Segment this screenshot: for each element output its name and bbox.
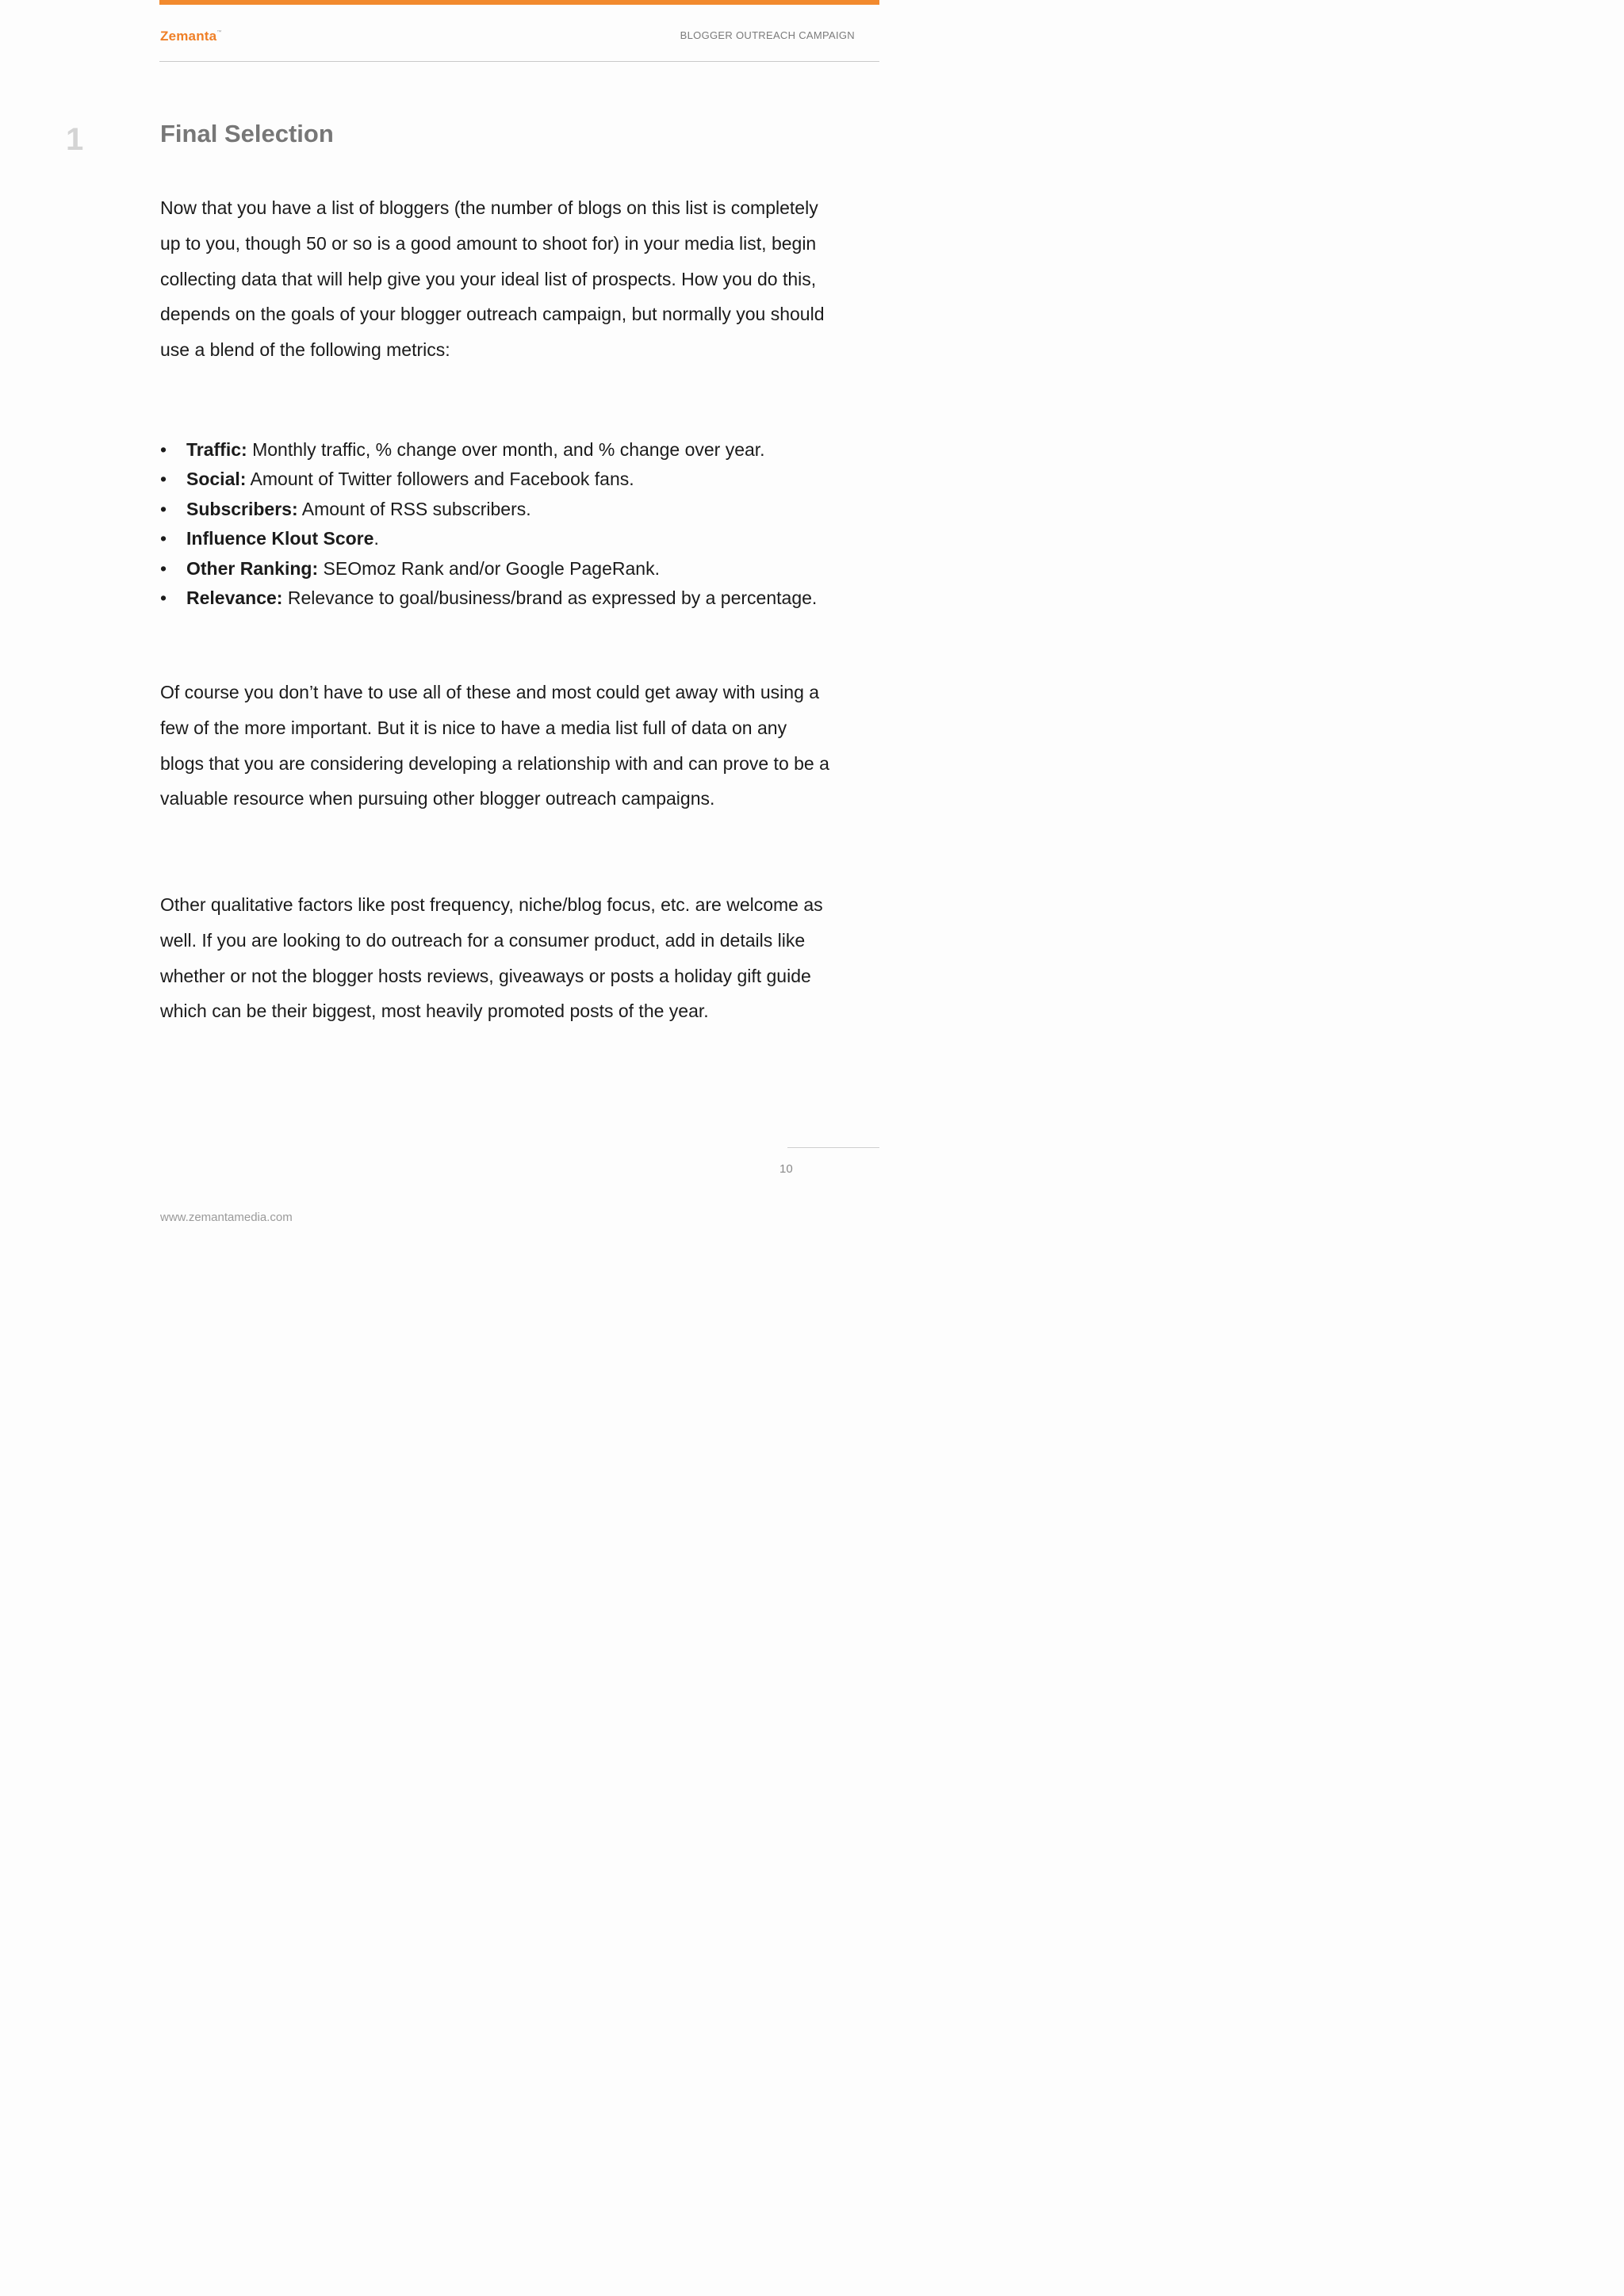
course-paragraph: Of course you don’t have to use all of these and most could get away with using a few of the more important. But it is nice to have a media list full of data on any blogs that you are considering developing a relationship with and can prove to be a valuable resource when pursuing other blogger outreach campaigns. [160, 682, 829, 809]
metric-description: Relevance to goal/business/brand as expressed by a percentage. [282, 587, 818, 609]
bullet: • [160, 498, 167, 519]
bullet: • [160, 587, 167, 609]
section-number: 1 [66, 122, 84, 157]
list-item-relevance [160, 584, 842, 613]
metric-description: Amount of RSS subscribers. [297, 498, 531, 519]
metric-description: Amount of Twitter followers and Facebook fans. [246, 469, 634, 490]
bullet: • [160, 469, 167, 490]
metric-description: SEOmoz Rank and/or Google PageRank. [318, 557, 660, 579]
list-item-other-ranking [160, 554, 842, 584]
section-title: Final Selection [160, 120, 334, 147]
list-item-subscribers [160, 495, 842, 524]
metric-term: Relevance: [186, 587, 283, 609]
page-number: 10 [779, 1162, 793, 1176]
document-title: BLOGGER OUTREACH CAMPAIGN [680, 29, 855, 41]
metric-description: . [373, 528, 379, 549]
metric-term: Traffic: [186, 439, 247, 460]
header-divider [159, 61, 879, 62]
accent-bar [159, 0, 879, 5]
logo-text: Zemanta [160, 29, 217, 44]
metric-term: Influence Klout Score [186, 528, 374, 549]
metric-term: Social: [186, 469, 247, 490]
metric-term: Subscribers: [186, 498, 298, 519]
bullet: • [160, 439, 167, 460]
trademark-mark: ™ [216, 30, 222, 35]
zemanta-logo [160, 29, 222, 44]
intro-paragraph: Now that you have a list of bloggers (the number of blogs on this list is completely up to you, though 50 or so is a good amount to shoot for) in your media list, begin collecting data that will help give you your ideal list of prospects. How you do this, depends on the goals of your blogger outreach campaign, but normally you should use a blend of the following metrics: [160, 197, 825, 361]
list-item-traffic [160, 435, 842, 465]
metric-term: Other Ranking: [186, 557, 319, 579]
metric-description: Monthly traffic, % change over month, and % change over year. [247, 439, 765, 460]
metrics-list [160, 435, 842, 613]
footer-divider [787, 1147, 879, 1148]
bullet: • [160, 528, 167, 549]
list-item-influence [160, 524, 842, 553]
qualitative-paragraph: Other qualitative factors like post frequency, niche/blog focus, etc. are welcome as well. If you are looking to do outreach for a consumer product, add in details like whether or not the blogger hosts reviews, giveaways or posts a holiday gift guide which can be their biggest, most heavily promoted posts of the year. [160, 894, 823, 1022]
bullet: • [160, 557, 167, 579]
website-url: www.zemantamedia.com [160, 1211, 293, 1224]
list-item-social [160, 465, 842, 494]
